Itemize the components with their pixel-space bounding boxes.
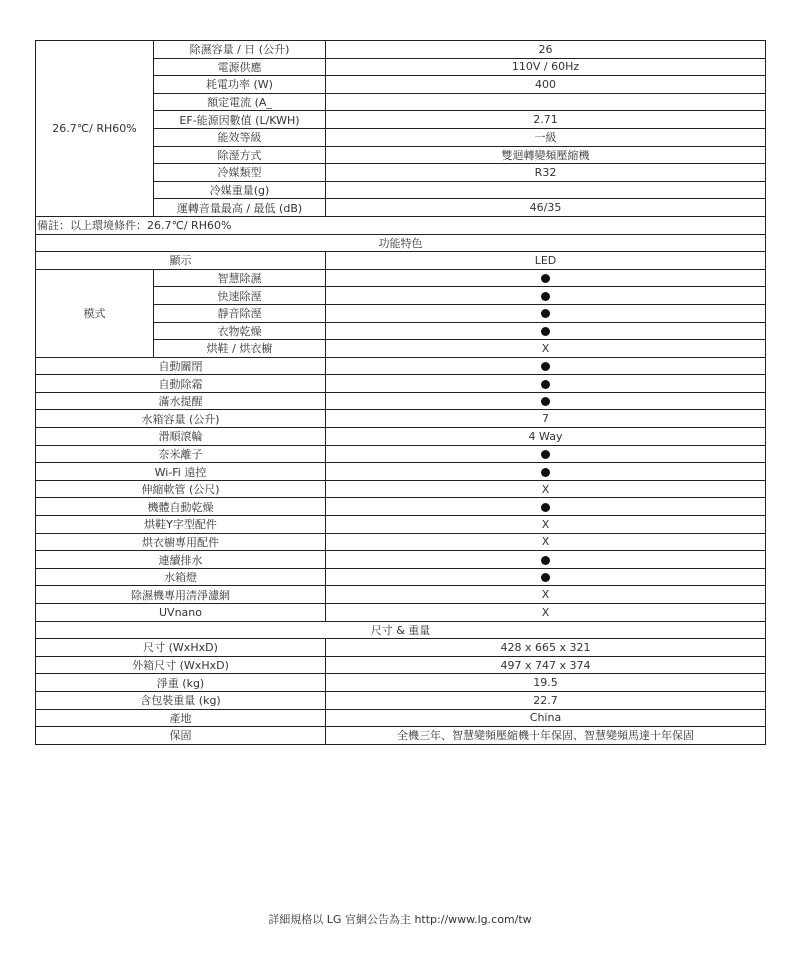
spec-label: 耗電功率 (W)	[154, 76, 326, 94]
feature-item-label: UVnano	[36, 604, 326, 622]
spec-value: 110V / 60Hz	[326, 58, 766, 76]
table-row	[36, 604, 766, 622]
table-row	[36, 41, 766, 59]
mode-item-label: 烘鞋 / 烘衣櫥	[154, 340, 326, 358]
footnote: 詳細規格以 LG 官網公告為主 http://www.lg.com/tw	[268, 913, 532, 926]
dimension-item-label: 外箱尺寸 (WxHxD)	[36, 656, 326, 674]
table-row	[36, 709, 766, 727]
mode-item-value	[326, 287, 766, 305]
feature-item-value	[326, 445, 766, 463]
table-row	[36, 410, 766, 428]
table-row	[36, 691, 766, 709]
table-row	[36, 533, 766, 551]
filled-dot-icon	[541, 327, 550, 336]
feature-item-value: X	[326, 604, 766, 622]
spec-label: 運轉音量最高 / 最低 (dB)	[154, 199, 326, 217]
spec-value: 46/35	[326, 199, 766, 217]
feature-item-value: 4 Way	[326, 428, 766, 446]
filled-dot-icon	[541, 309, 550, 318]
mode-item-value: X	[326, 340, 766, 358]
spec-table-body	[36, 41, 766, 745]
table-row	[36, 674, 766, 692]
mode-item-label: 靜音除溼	[154, 304, 326, 322]
spec-value: 雙迴轉變頻壓縮機	[326, 146, 766, 164]
table-row	[36, 727, 766, 745]
table-row	[36, 656, 766, 674]
spec-value: 26	[326, 41, 766, 59]
feature-item-label: 滿水提醒	[36, 392, 326, 410]
mode-item-value	[326, 322, 766, 340]
spec-label: 冷媒類型	[154, 164, 326, 182]
spec-value	[326, 93, 766, 111]
mode-item-label: 衣物乾燥	[154, 322, 326, 340]
table-row	[36, 269, 766, 287]
feature-item-label: 奈米離子	[36, 445, 326, 463]
dimension-item-label: 淨重 (kg)	[36, 674, 326, 692]
dimension-item-value: 428 x 665 x 321	[326, 639, 766, 657]
dimension-item-value: 19.5	[326, 674, 766, 692]
dimension-item-label: 含包裝重量 (kg)	[36, 691, 326, 709]
dimension-item-label: 產地	[36, 709, 326, 727]
table-row	[36, 252, 766, 270]
dimension-item-value: 497 x 747 x 374	[326, 656, 766, 674]
spec-label: EF-能源因數值 (L/KWH)	[154, 111, 326, 129]
feature-item-label: 水箱燈	[36, 568, 326, 586]
feature-item-value	[326, 357, 766, 375]
filled-dot-icon	[541, 468, 550, 477]
environment-note: 備註：以上環境條件：26.7℃/ RH60%	[36, 216, 766, 234]
spec-value: 400	[326, 76, 766, 94]
dimension-item-value: China	[326, 709, 766, 727]
table-row	[36, 498, 766, 516]
spec-label: 冷媒重量(g)	[154, 181, 326, 199]
display-label: 顯示	[36, 252, 326, 270]
dimension-item-label: 尺寸 (WxHxD)	[36, 639, 326, 657]
feature-item-value	[326, 375, 766, 393]
feature-item-label: 除濕機專用清淨濾網	[36, 586, 326, 604]
feature-item-value: X	[326, 586, 766, 604]
filled-dot-icon	[541, 274, 550, 283]
feature-item-value	[326, 392, 766, 410]
feature-item-label: 滑順滾輪	[36, 428, 326, 446]
feature-item-label: 伸縮軟管 (公尺)	[36, 480, 326, 498]
feature-item-label: 連續排水	[36, 551, 326, 569]
table-row	[36, 586, 766, 604]
feature-item-value: X	[326, 516, 766, 534]
mode-label: 模式	[36, 269, 154, 357]
feature-item-value: 7	[326, 410, 766, 428]
spec-value: R32	[326, 164, 766, 182]
feature-item-label: 自動關閉	[36, 357, 326, 375]
filled-dot-icon	[541, 397, 550, 406]
feature-item-value: X	[326, 480, 766, 498]
table-row	[36, 551, 766, 569]
spec-label: 能效等級	[154, 128, 326, 146]
filled-dot-icon	[541, 503, 550, 512]
table-row	[36, 445, 766, 463]
feature-item-label: 水箱容量 (公升)	[36, 410, 326, 428]
feature-item-value	[326, 463, 766, 481]
filled-dot-icon	[541, 556, 550, 565]
filled-dot-icon	[541, 450, 550, 459]
section-header-row	[36, 621, 766, 639]
dimensions-header: 尺寸 & 重量	[36, 621, 766, 639]
filled-dot-icon	[541, 292, 550, 301]
spec-value: 一級	[326, 128, 766, 146]
spec-label: 電源供應	[154, 58, 326, 76]
spec-label: 額定電流 (A_	[154, 93, 326, 111]
filled-dot-icon	[541, 573, 550, 582]
filled-dot-icon	[541, 362, 550, 371]
table-row	[36, 480, 766, 498]
spec-label: 除溼方式	[154, 146, 326, 164]
feature-item-label: 烘衣櫥專用配件	[36, 533, 326, 551]
dimension-item-label: 保固	[36, 727, 326, 745]
feature-item-label: 自動除霜	[36, 375, 326, 393]
section-header-row	[36, 234, 766, 252]
table-row	[36, 392, 766, 410]
table-row	[36, 639, 766, 657]
spec-label: 除濕容量 / 日 (公升)	[154, 41, 326, 59]
feature-item-value	[326, 568, 766, 586]
dimension-item-value: 22.7	[326, 691, 766, 709]
feature-item-label: 機體自動乾燥	[36, 498, 326, 516]
table-row	[36, 428, 766, 446]
features-header: 功能特色	[36, 234, 766, 252]
mode-item-label: 快速除溼	[154, 287, 326, 305]
spec-value	[326, 181, 766, 199]
table-row	[36, 568, 766, 586]
filled-dot-icon	[541, 380, 550, 389]
table-row	[36, 375, 766, 393]
table-row	[36, 357, 766, 375]
spec-value: 2.71	[326, 111, 766, 129]
spec-table	[35, 40, 766, 745]
feature-item-value	[326, 498, 766, 516]
feature-item-value	[326, 551, 766, 569]
feature-item-value: X	[326, 533, 766, 551]
mode-item-value	[326, 304, 766, 322]
table-row	[36, 516, 766, 534]
table-row	[36, 463, 766, 481]
display-value: LED	[326, 252, 766, 270]
feature-item-label: 烘鞋Y字型配件	[36, 516, 326, 534]
mode-item-value	[326, 269, 766, 287]
condition-cell: 26.7℃/ RH60%	[36, 41, 154, 217]
table-row	[36, 216, 766, 234]
feature-item-label: Wi-Fi 遠控	[36, 463, 326, 481]
mode-item-label: 智慧除濕	[154, 269, 326, 287]
dimension-item-value: 全機三年、智慧變頻壓縮機十年保固、智慧變頻馬達十年保固	[326, 727, 766, 745]
